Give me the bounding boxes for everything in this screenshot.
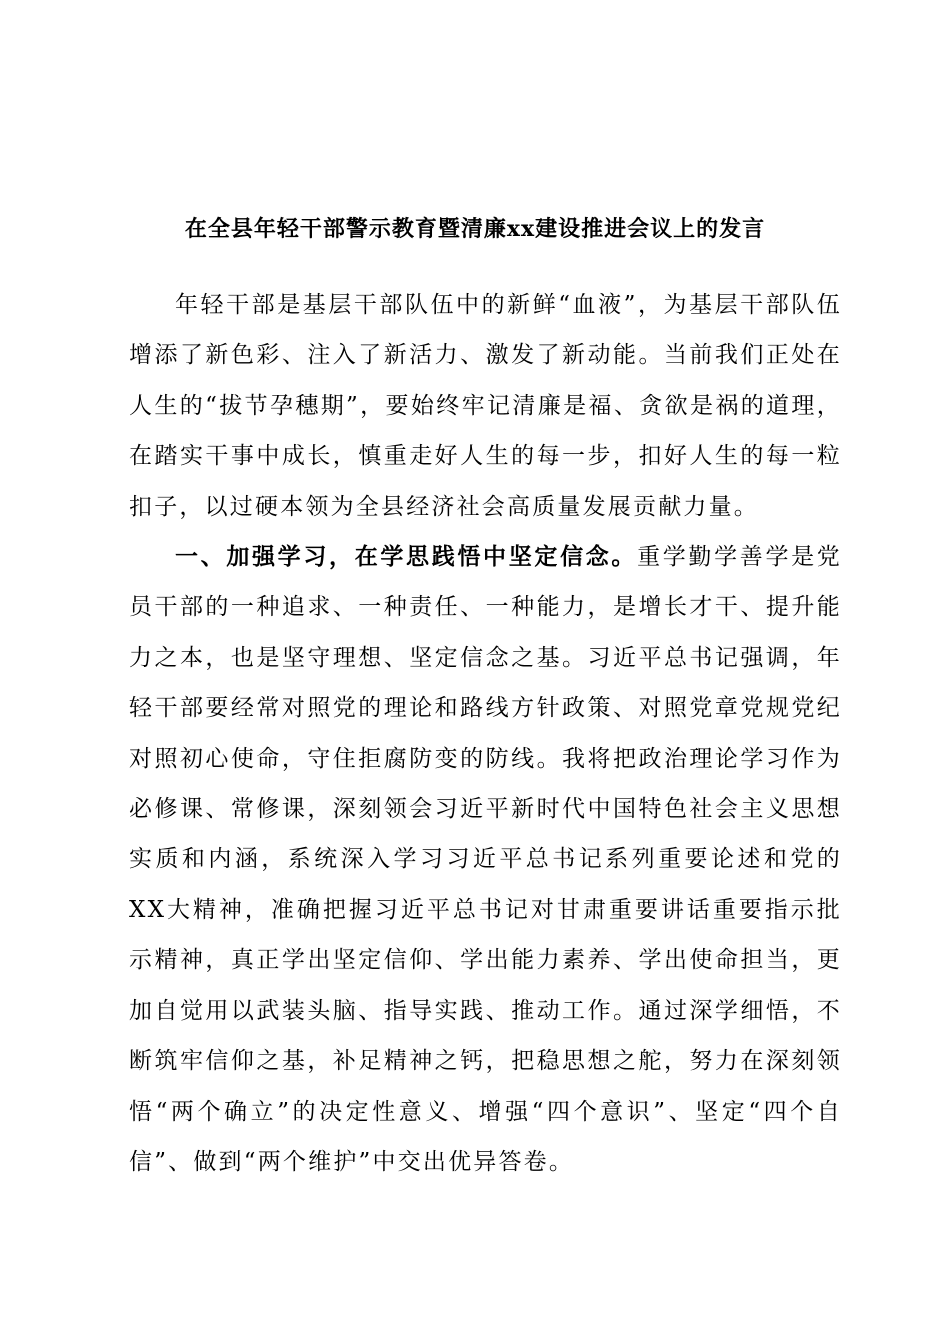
document-title: 在全县年轻干部警示教育暨清廉xx建设推进会议上的发言 [184,216,766,242]
intro-paragraph [129,280,842,532]
section-one-heading: 一、加强学习，在学思践悟中坚定信念。 [175,543,638,571]
section-one-text: 重学勤学善学是党员干部的一种追求、一种责任、一种能力，是增长才干、提升能力之本，也是坚守理想、坚定信念之基。习近平总书记强调，年轻干部要经常对照党的理论和路线方针政策、对照党章党规党纪对照初心使命，守住拒腐防变的防线。我将把政治理论学习作为必修课、常修课，深刻领会习近平新时代中国特色社会主义思想实质和内涵，系统深入学习习近平总书记系列重要论述和党的XX大精神，准确把握习近平总书记对甘肃重要讲话重要指示批示精神，真正学出坚定信仰、学出能力素养、学出使命担当，更加自觉用以武装头脑、指导实践、推动工作。通过深学细悟，不断筑牢信仰之基，补足精神之钙，把稳思想之舵，努力在深刻领悟“两个确立”的决定性意义、增强“四个意识”、坚定“四个自信”、做到“两个维护”中交出优异答卷。 [129,544,842,1175]
document-body [129,280,842,1187]
section-one-paragraph [129,532,842,1187]
intro-paragraph-text: 年轻干部是基层干部队伍中的新鲜“血液”，为基层干部队伍增添了新色彩、注入了新活力、激发了新动能。当前我们正处在人生的“拔节孕穗期”，要始终牢记清廉是福、贪欲是祸的道理，在踏实干事中成长，慎重走好人生的每一步，扣好人生的每一粒扣子，以过硬本领为全县经济社会高质量发展贡献力量。 [129,292,842,520]
